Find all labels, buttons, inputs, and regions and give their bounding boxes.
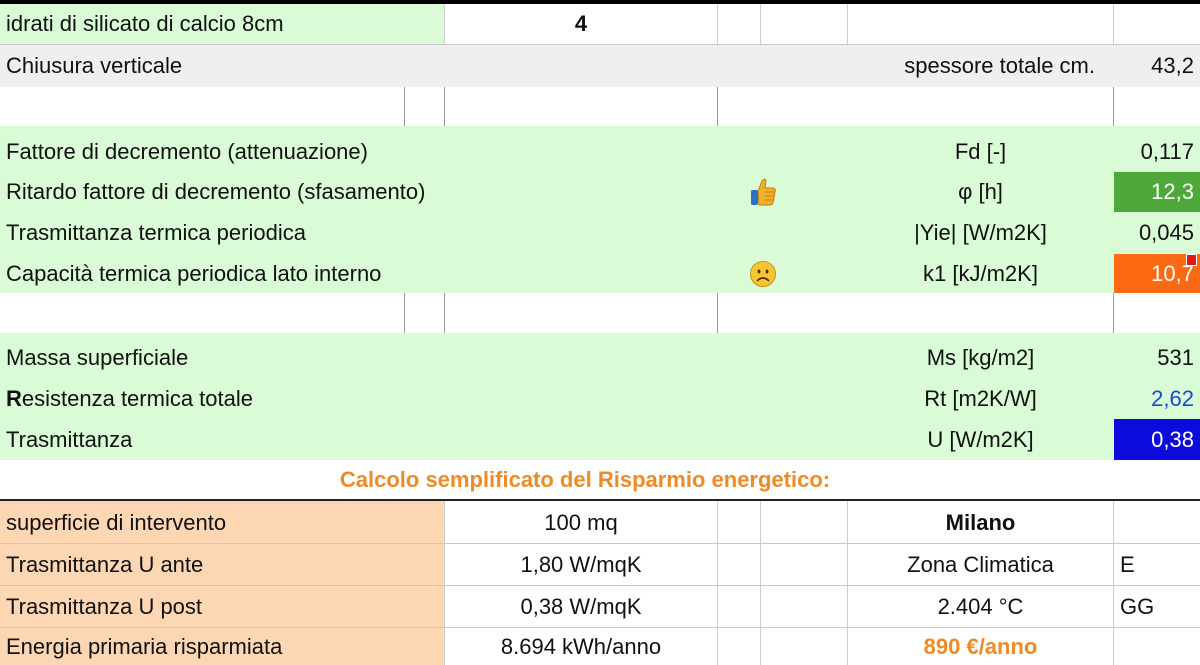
- static-row: [0, 379, 1200, 419]
- dynamic-label: Fattore di decremento (attenuazione): [6, 139, 368, 164]
- frowning-face-icon: [749, 260, 777, 288]
- section-vertical-label: Chiusura verticale: [6, 53, 183, 78]
- savings-extra: [1120, 502, 1195, 543]
- savings-extra: E: [1120, 551, 1135, 577]
- dynamic-unit: k1 [kJ/m2K]: [923, 260, 1038, 286]
- static-value: 0,38: [1151, 426, 1194, 452]
- static-unit: Rt [m2K/W]: [924, 386, 1037, 411]
- savings-value: 0,38 W/mqK: [520, 593, 642, 619]
- dynamic-label: Capacità termica periodica lato interno: [6, 260, 382, 286]
- dynamic-row: [0, 212, 1200, 254]
- savings-row: [0, 502, 1200, 543]
- dynamic-value: 0,045: [1138, 220, 1194, 245]
- savings-value: 8.694 kWh/anno: [500, 633, 662, 659]
- dynamic-value: 10,7: [1151, 260, 1194, 286]
- dynamic-row: [0, 254, 1200, 293]
- savings-info: 2.404 °C: [937, 593, 1024, 619]
- dynamic-value: 12,3: [1151, 179, 1194, 204]
- material-value: 4: [574, 11, 588, 36]
- dynamic-row: [0, 172, 1200, 212]
- static-value: 531: [1157, 345, 1194, 370]
- dynamic-label: Ritardo fattore di decremento (sfasamento): [6, 179, 426, 204]
- dynamic-unit: |Yie| [W/m2K]: [914, 220, 1047, 245]
- savings-label: Trasmittanza U post: [6, 593, 203, 619]
- thumbs-up-icon: [747, 176, 779, 208]
- savings-info: 890 €/anno: [923, 633, 1038, 659]
- savings-row: [0, 586, 1200, 627]
- dynamic-unit: φ [h]: [958, 179, 1003, 204]
- savings-extra: [1120, 628, 1195, 665]
- dynamic-value: 0,117: [1140, 139, 1194, 164]
- static-label-initial: R: [6, 386, 22, 411]
- savings-row: [0, 628, 1200, 665]
- spacer-row-1: [0, 87, 1200, 126]
- static-unit: U [W/m2K]: [927, 426, 1034, 452]
- dynamic-row: [0, 132, 1200, 172]
- material-label: idrati di silicato di calcio 8cm: [6, 11, 284, 36]
- dynamic-label: Trasmittanza termica periodica: [6, 220, 306, 245]
- savings-label: Trasmittanza U ante: [6, 551, 204, 577]
- savings-extra: GG: [1120, 593, 1155, 619]
- savings-label: Energia primaria risparmiata: [6, 633, 283, 659]
- savings-info: Zona Climatica: [907, 551, 1054, 577]
- static-value: 2,62: [1151, 386, 1194, 411]
- static-label: Trasmittanza: [6, 426, 133, 452]
- static-row: [0, 419, 1200, 460]
- static-label-rest: esistenza termica totale: [21, 386, 253, 411]
- savings-title: Calcolo semplificato del Risparmio energetico:: [339, 467, 831, 492]
- static-unit: Ms [kg/m2]: [926, 345, 1035, 370]
- savings-info: Milano: [945, 509, 1016, 535]
- savings-row: [0, 544, 1200, 585]
- static-row: [0, 338, 1200, 378]
- thickness-label: spessore totale cm.: [904, 53, 1095, 78]
- savings-title-row: [0, 460, 1200, 500]
- savings-value: 1,80 W/mqK: [520, 551, 642, 577]
- section-vertical-row: [0, 45, 1200, 87]
- static-label: [6, 379, 706, 419]
- dynamic-unit: Fd [-]: [954, 139, 1007, 164]
- savings-label: superficie di intervento: [6, 509, 227, 535]
- spacer-row-2: [0, 293, 1200, 333]
- thickness-value: 43,2: [1151, 53, 1194, 78]
- savings-value: 100 mq: [544, 509, 618, 535]
- material-row: [0, 4, 1200, 44]
- static-label: Massa superficiale: [6, 345, 189, 370]
